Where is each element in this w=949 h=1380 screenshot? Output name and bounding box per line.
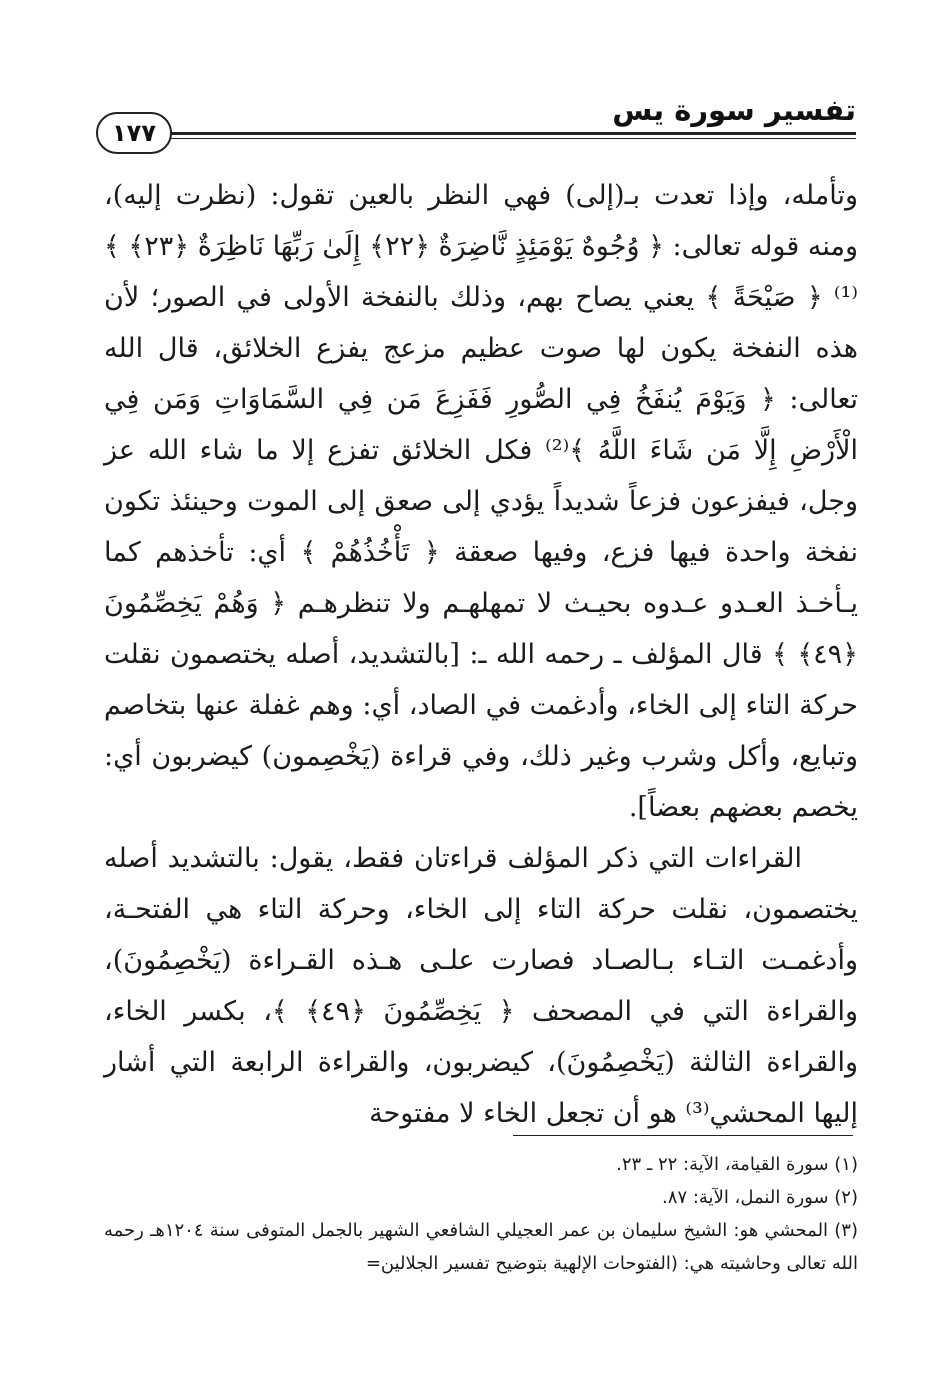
page-number: ١٧٧ — [96, 112, 172, 154]
footnote-2: (٢) سورة النمل، الآية: ٨٧. — [662, 1187, 858, 1208]
footnote-1: (١) سورة القيامة، الآية: ٢٢ ـ ٢٣. — [616, 1154, 858, 1175]
footnotes — [104, 1148, 858, 1280]
footnote-3: (٣) المحشي هو: الشيخ سليمان بن عمر العجيلي الشافعي الشهير بالجمل المتوفى سنة ١٢٠٤هـ رحمه الله تعالى وحاشيته هي: (الفتوحات الإلهية بتوضيح تفسير الجلالين= — [104, 1220, 858, 1274]
main-text — [104, 170, 858, 1139]
paragraph-2: القراءات التي ذكر المؤلف قراءتان فقط، يقول: بالتشديد أصله يختصمون، نقلت حركة التاء إلى الخاء، وحركة التاء هي الفتحـة، وأدغمـت التـاء بـالصـاد فصارت علـى هـذه القـراءة (يَخْصِمُونَ)، والقراءة التي في المصحف ﴿ يَخِصِّمُونَ ﴿٤٩﴾ ﴾، بكسر الخاء، والقراءة الثالثة (يَخْصِمُونَ)، كيضربون، والقراءة الرابعة التي أشار إليها المحشي⁽³⁾ هو أن تجعل الخاء لا مفتوحة — [104, 843, 858, 1129]
chapter-title: تفسير سورة يس — [612, 93, 856, 127]
header-rule — [158, 132, 856, 139]
footnote-separator — [513, 1135, 853, 1136]
page-header — [96, 92, 856, 147]
paragraph-1: وتأمله، وإذا تعدت بـ(إلى) فهي النظر بالعين تقول: (نظرت إليه)، ومنه قوله تعالى: ﴿ وُجُوهٌ يَوْمَئِذٍ نَّاضِرَةٌ ﴿٢٢﴾ إِلَىٰ رَبِّهَا نَاظِرَةٌ ﴿٢٣﴾ ﴾⁽¹⁾ ﴿ صَيْحَةً ﴾ يعني يصاح بهم، وذلك بالنفخة الأولى في الصور؛ لأن هذه النفخة يكون لها صوت عظيم مزعج يفزع الخلائق، قال الله تعالى: ﴿ وَيَوْمَ يُنفَخُ فِي الصُّورِ فَفَزِعَ مَن فِي السَّمَاوَاتِ وَمَن فِي الْأَرْضِ إِلَّا مَن شَاءَ اللَّهُ ﴾⁽²⁾ فكل الخلائق تفزع إلا ما شاء الله عز وجل، فيفزعون فزعاً شديداً يؤدي إلى صعق إلى الموت وحينئذ تكون نفخة واحدة فيها فزع، وفيها صعقة ﴿ تَأْخُذُهُمْ ﴾ أي: تأخذهم كما يـأخـذ العـدو عـدوه بحيـث لا تمهلهـم ولا تنظرهـم ﴿ وَهُمْ يَخِصِّمُونَ ﴿٤٩﴾ ﴾ قال المؤلف ـ رحمه الله ـ: [بالتشديد، أصله يختصمون نقلت حركة التاء إلى الخاء، وأدغمت في الصاد، أي: وهم غفلة عنها بتخاصم وتبايع، وأكل وشرب وغير ذلك، وفي قراءة (يَخْصِمون) كيضربون أي: يخصم بعضهم بعضاً]. — [104, 180, 858, 823]
